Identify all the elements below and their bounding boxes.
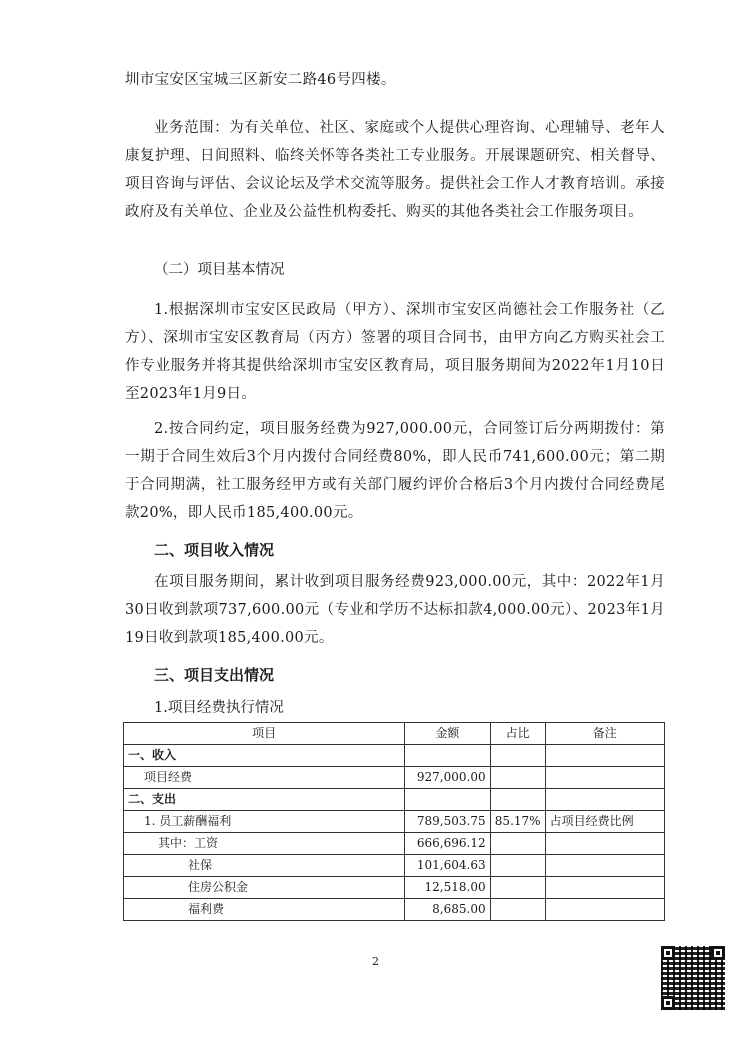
budget-execution-heading: 1.项目经费执行情况 [154, 700, 284, 716]
qr-finder-icon [661, 946, 675, 960]
row-ratio [490, 789, 545, 811]
row-item: 社保 [124, 855, 405, 877]
row-amount: 789,503.75 [405, 811, 490, 833]
row-note [545, 789, 664, 811]
qr-finder-icon [711, 946, 725, 960]
row-note [545, 899, 664, 921]
row-ratio: 85.17% [490, 811, 545, 833]
row-ratio [490, 745, 545, 767]
table-header-row [124, 723, 665, 745]
row-amount: 12,518.00 [405, 877, 490, 899]
row-note [545, 855, 664, 877]
qr-code-icon [661, 946, 725, 1010]
page-number: 2 [372, 955, 379, 968]
table-row [124, 811, 665, 833]
section-project-basic-heading: （二）项目基本情况 [154, 262, 285, 278]
row-amount: 8,685.00 [405, 899, 490, 921]
income-paragraph: 在项目服务期间，累计收到项目服务经费923,000.00元，其中：2022年1月30日收到款项737,600.00元（专业和学历不达标扣款4,000.00元）、2023年1月19日收到款项185,400.00元。 [125, 574, 665, 646]
business-scope-paragraph: 业务范围：为有关单位、社区、家庭或个人提供心理咨询、心理辅导、老年人康复护理、日间照料、临终关怀等各类社工专业服务。开展课题研究、相关督导、项目咨询与评估、会议论坛及学术交流等服务。提供社会工作人才教育培训。承接政府及有关单位、企业及公益性机构委托、购买的其他各类社会工作服务项目。 [125, 120, 665, 220]
row-note: 占项目经费比例 [545, 811, 664, 833]
table-row [124, 745, 665, 767]
expense-heading: 三、项目支出情况 [154, 666, 275, 684]
row-item: 一、收入 [124, 745, 405, 767]
row-item: 项目经费 [124, 767, 405, 789]
row-item: 福利费 [124, 899, 405, 921]
table-row [124, 877, 665, 899]
address-continuation: 圳市宝安区宝城三区新安二路46号四楼。 [125, 72, 396, 88]
row-item: 其中：工资 [124, 833, 405, 855]
row-item: 二、支出 [124, 789, 405, 811]
header-amount: 金额 [405, 723, 490, 745]
table-row [124, 855, 665, 877]
header-item: 项目 [124, 723, 405, 745]
budget-table [123, 722, 665, 921]
row-amount: 666,696.12 [405, 833, 490, 855]
payment-terms-paragraph: 2.按合同约定，项目服务经费为927,000.00元，合同签订后分两期拨付：第一期于合同生效后3个月内拨付合同经费80%，即人民币741,600.00元；第二期于合同期满，社工服务经甲方或有关部门履约评价合格后3个月内拨付合同经费尾款20%，即人民币185,400.00元。 [125, 421, 665, 521]
row-amount: 927,000.00 [405, 767, 490, 789]
table-row [124, 899, 665, 921]
header-ratio: 占比 [490, 723, 545, 745]
header-note: 备注 [545, 723, 664, 745]
row-amount [405, 789, 490, 811]
qr-finder-icon [661, 996, 675, 1010]
row-note [545, 745, 664, 767]
row-note [545, 833, 664, 855]
row-ratio [490, 899, 545, 921]
row-amount: 101,604.63 [405, 855, 490, 877]
row-note [545, 767, 664, 789]
table-row [124, 767, 665, 789]
row-item: 住房公积金 [124, 877, 405, 899]
row-ratio [490, 877, 545, 899]
income-heading: 二、项目收入情况 [154, 541, 275, 559]
table-row [124, 789, 665, 811]
row-ratio [490, 767, 545, 789]
row-note [545, 877, 664, 899]
row-amount [405, 745, 490, 767]
row-ratio [490, 855, 545, 877]
row-ratio [490, 833, 545, 855]
table-row [124, 833, 665, 855]
contract-paragraph: 1.根据深圳市宝安区民政局（甲方）、深圳市宝安区尚德社会工作服务社（乙方）、深圳市宝安区教育局（丙方）签署的项目合同书，由甲方向乙方购买社会工作专业服务并将其提供给深圳市宝安区教育局，项目服务期间为2022年1月10日至2023年1月9日。 [125, 302, 665, 402]
row-item: 1. 员工薪酬福利 [124, 811, 405, 833]
